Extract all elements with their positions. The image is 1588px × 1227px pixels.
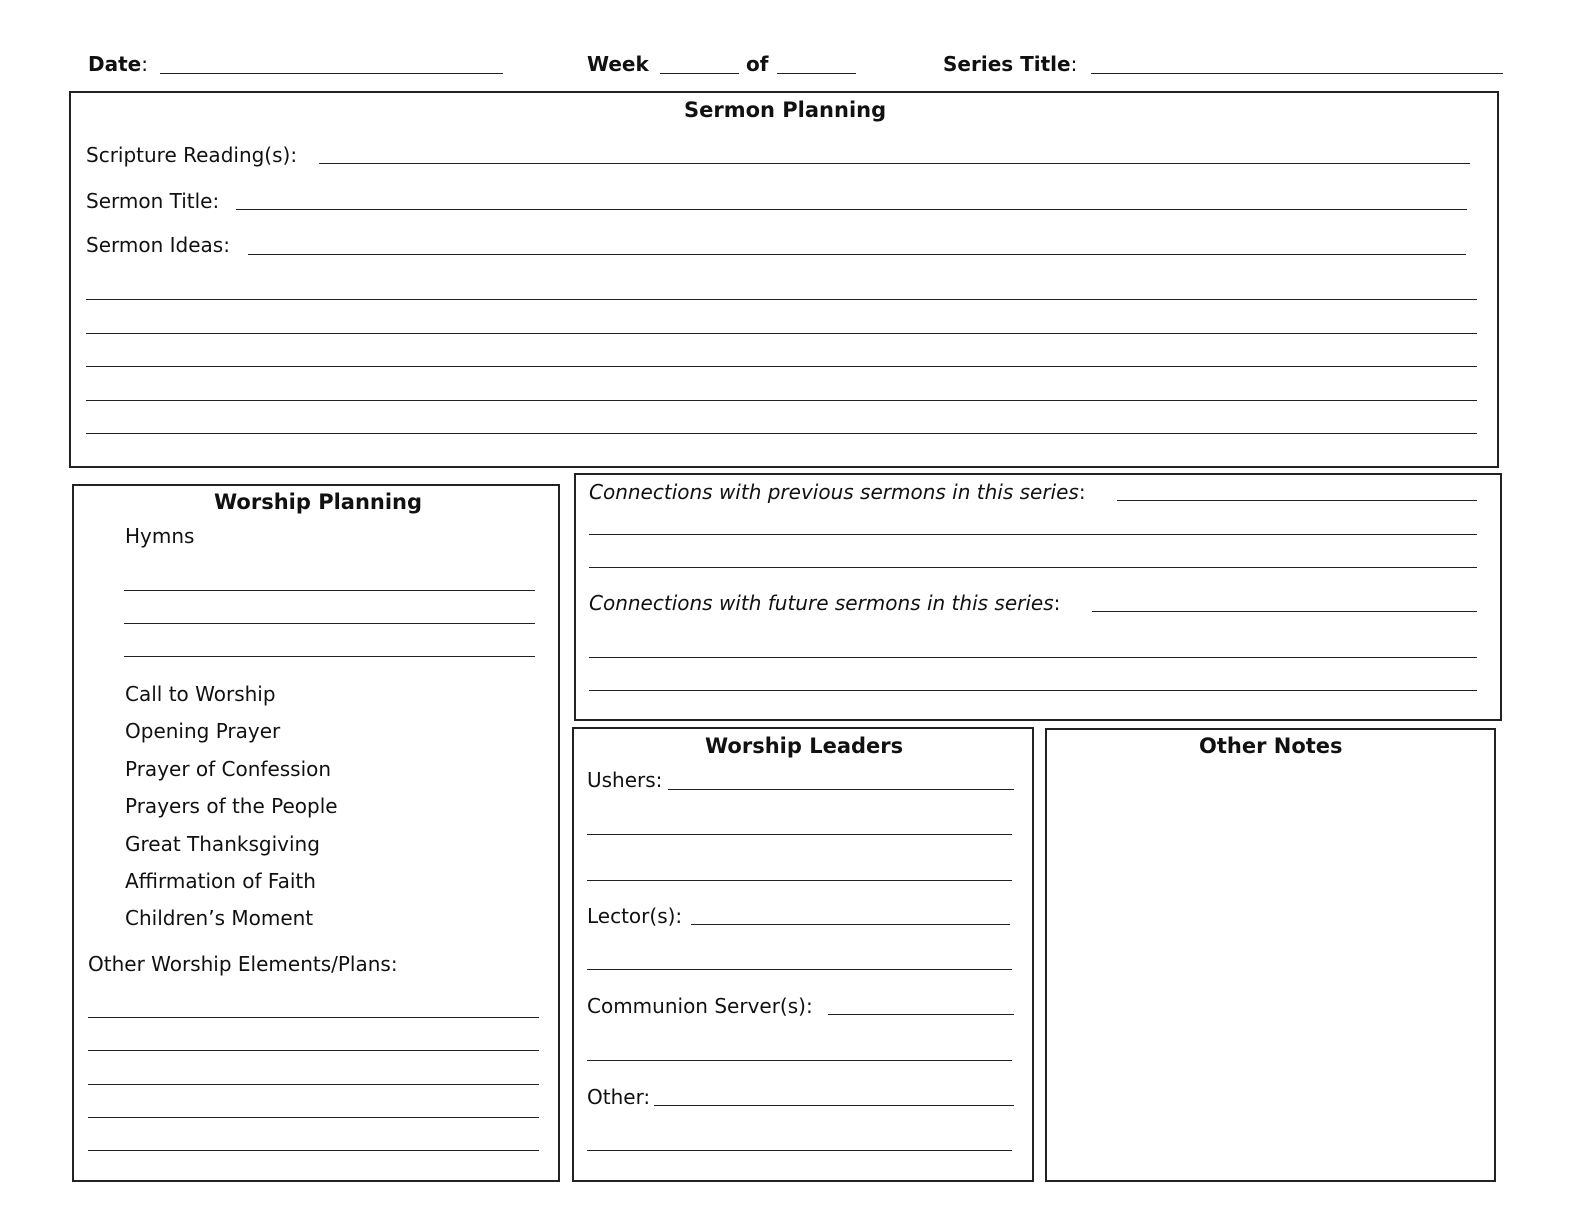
- worship-element-item: Opening Prayer: [125, 719, 281, 743]
- hymn-line[interactable]: [124, 623, 535, 624]
- communion-servers-field[interactable]: [828, 1014, 1014, 1015]
- worship-element-item: Great Thanksgiving: [125, 832, 320, 856]
- connections-previous-label: Connections with previous sermons in this series:: [589, 480, 1086, 504]
- communion-servers-label: Communion Server(s):: [587, 994, 813, 1018]
- scripture-reading-field[interactable]: [319, 163, 1470, 164]
- week-of-label: of: [746, 52, 769, 76]
- worship-element-item: Affirmation of Faith: [125, 869, 316, 893]
- worship-element-item: Prayers of the People: [125, 794, 338, 818]
- series-title-label: Series Title:: [943, 52, 1078, 76]
- worship-element-item: Children’s Moment: [125, 906, 314, 930]
- lectors-line[interactable]: [587, 969, 1012, 970]
- other-worship-line[interactable]: [88, 1050, 539, 1051]
- date-label: Date:: [88, 52, 148, 76]
- ushers-field[interactable]: [668, 789, 1014, 790]
- worship-element-item: Prayer of Confession: [125, 757, 332, 781]
- ushers-line[interactable]: [587, 834, 1012, 835]
- other-worship-line[interactable]: [88, 1117, 539, 1118]
- sermon-ideas-line[interactable]: [86, 299, 1477, 300]
- sermon-ideas-label: Sermon Ideas:: [86, 233, 230, 257]
- sermon-title-field[interactable]: [236, 209, 1467, 210]
- sermon-planning-title: Sermon Planning: [684, 98, 887, 122]
- sermon-ideas-line[interactable]: [86, 400, 1477, 401]
- connections-future-line[interactable]: [589, 657, 1477, 658]
- sermon-title-label: Sermon Title:: [86, 189, 220, 213]
- worship-element-item: Call to Worship: [125, 682, 276, 706]
- connections-previous-line[interactable]: [589, 567, 1477, 568]
- hymns-label: Hymns: [125, 524, 195, 548]
- other-leaders-line[interactable]: [587, 1150, 1012, 1151]
- sermon-ideas-line[interactable]: [86, 333, 1477, 334]
- connections-previous-line[interactable]: [589, 534, 1477, 535]
- scripture-reading-label: Scripture Reading(s):: [86, 143, 298, 167]
- connections-previous-field[interactable]: [1117, 500, 1477, 501]
- other-worship-elements-label: Other Worship Elements/Plans:: [88, 952, 398, 976]
- other-leaders-label: Other:: [587, 1085, 651, 1109]
- lectors-label: Lector(s):: [587, 904, 683, 928]
- worship-planning-title: Worship Planning: [214, 490, 423, 514]
- hymn-line[interactable]: [124, 590, 535, 591]
- ushers-line[interactable]: [587, 880, 1012, 881]
- week-total-field[interactable]: [777, 73, 856, 74]
- other-worship-line[interactable]: [88, 1084, 539, 1085]
- connections-future-field[interactable]: [1092, 611, 1477, 612]
- connections-future-label: Connections with future sermons in this series:: [589, 591, 1061, 615]
- other-worship-line[interactable]: [88, 1017, 539, 1018]
- other-leaders-field[interactable]: [654, 1105, 1014, 1106]
- date-field[interactable]: [160, 73, 503, 74]
- hymn-line[interactable]: [124, 656, 535, 657]
- week-number-field[interactable]: [660, 73, 739, 74]
- other-worship-line[interactable]: [88, 1150, 539, 1151]
- sermon-ideas-line[interactable]: [86, 366, 1477, 367]
- lectors-field[interactable]: [691, 924, 1010, 925]
- other-notes-section[interactable]: [1045, 728, 1496, 1182]
- worship-leaders-section: [572, 727, 1034, 1182]
- sermon-ideas-line[interactable]: [86, 433, 1477, 434]
- connections-future-line[interactable]: [589, 690, 1477, 691]
- week-label: Week: [587, 52, 649, 76]
- other-notes-title: Other Notes: [1199, 734, 1343, 758]
- communion-servers-line[interactable]: [587, 1060, 1012, 1061]
- sermon-ideas-field[interactable]: [248, 254, 1466, 255]
- series-title-field[interactable]: [1091, 73, 1503, 74]
- ushers-label: Ushers:: [587, 768, 663, 792]
- worship-leaders-title: Worship Leaders: [705, 734, 904, 758]
